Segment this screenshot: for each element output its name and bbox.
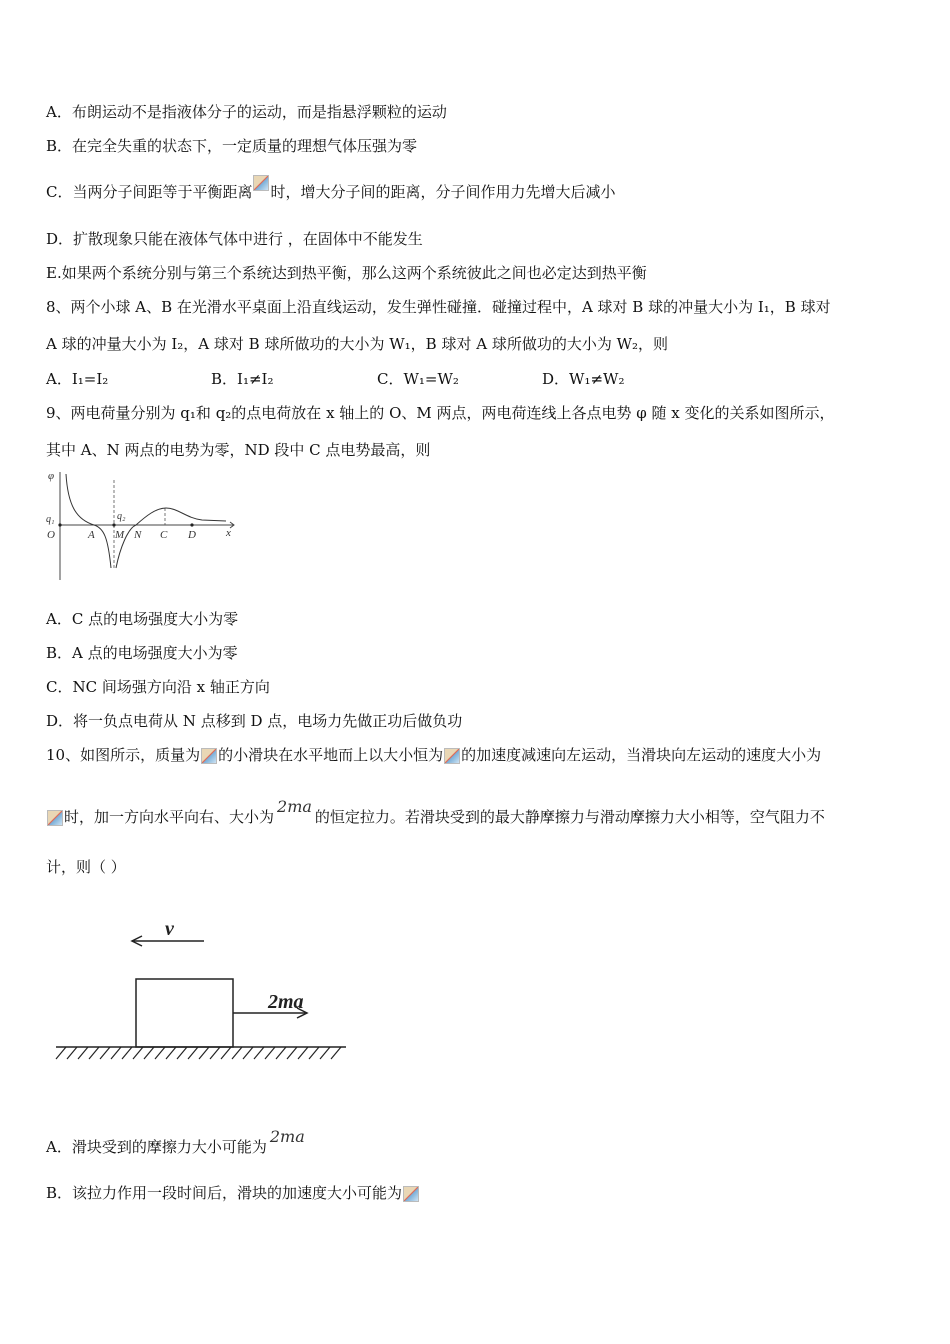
graph-point-m (112, 523, 115, 526)
q10-l2-part1: 时，加一方向水平向右、大小为 (64, 808, 275, 826)
q7-option-d: D．扩散现象只能在液体气体中进行 ，在固体中不能发生 (46, 230, 423, 248)
q10-l1-part2: 的小滑块在水平地而上以大小恒为 (218, 746, 444, 764)
formula-image-icon (444, 748, 460, 764)
q10-option-b-text: B．该拉力作用一段时间后，滑块的加速度大小可能为 (46, 1184, 403, 1202)
q10-stem-line1 (46, 745, 821, 765)
q7-option-a: A．布朗运动不是指液体分子的运动，而是指悬浮颗粒的运动 (46, 103, 447, 121)
graph-m-label: M (115, 529, 125, 541)
sliding-block (136, 979, 233, 1047)
q9-option-a: A．C 点的电场强度大小为零 (46, 610, 239, 628)
q7-option-c-text-post: 时，增大分子间的距离，分子间作用力先增大后减小 (270, 183, 616, 201)
block-diagram (50, 910, 350, 1066)
formula-image-icon (253, 175, 269, 191)
formula-image-icon (403, 1186, 419, 1202)
formula-image-icon (201, 748, 217, 764)
q7-option-e: E.如果两个系统分别与第三个系统达到热平衡，那么这两个系统彼此之间也必定达到热平衡 (46, 264, 647, 282)
q10-l2-2ma-formula: 2ma (277, 797, 312, 816)
graph-phi-label: φ (48, 470, 55, 482)
q10-l1-part3: 的加速度减速向左运动，当滑块向左运动的速度大小为 (461, 746, 822, 764)
formula-image-icon (47, 810, 63, 826)
q9-stem-line2: 其中 A、N 两点的电势为零，ND 段中 C 点电势最高，则 (46, 441, 431, 459)
graph-q2-label: q₂ (117, 511, 126, 522)
q9-option-b: B．A 点的电场强度大小为零 (46, 644, 238, 662)
velocity-label: v (165, 918, 174, 940)
potential-graph (44, 468, 244, 584)
q8-option-d: D．W₁≠W₂ (542, 370, 625, 388)
q8-stem-line2: A 球的冲量大小为 I₂，A 球对 B 球所做功的大小为 W₁，B 球对 A 球所做功的大小为 W₂，则 (46, 335, 669, 353)
q8-option-a: A．I₁=I₂ (46, 370, 109, 388)
graph-a-label: A (88, 529, 95, 541)
q10-option-b (46, 1183, 420, 1203)
graph-x-label: x (226, 527, 231, 539)
q10-option-a-2ma-formula: 2ma (269, 1127, 305, 1146)
q10-option-a (46, 1127, 308, 1157)
q7-option-b: B．在完全失重的状态下，一定质量的理想气体压强为零 (46, 137, 418, 155)
q9-option-c: C．NC 间场强方向沿 x 轴正方向 (46, 678, 270, 696)
q9-option-d: D．将一负点电荷从 N 点移到 D 点，电场力先做正功后做负功 (46, 712, 463, 730)
q8-option-b: B．I₁≠I₂ (211, 370, 274, 388)
graph-point-o (58, 523, 61, 526)
q8-option-c: C．W₁=W₂ (377, 370, 459, 388)
q10-stem-line3: 计，则（ ） (46, 858, 126, 876)
graph-q1-label: q₁ (46, 514, 55, 525)
q8-stem-line1: 8、两个小球 A、B 在光滑水平桌面上沿直线运动，发生弹性碰撞．碰撞过程中，A 球对 B 球的冲量大小为 I₁，B 球对 (46, 298, 831, 316)
ground-hatching (56, 1047, 341, 1059)
q10-l1-part1: 10、如图所示，质量为 (46, 746, 201, 764)
graph-curve-right (116, 508, 226, 568)
graph-c-label: C (160, 529, 168, 541)
graph-n-label: N (134, 529, 142, 541)
q9-stem-line1: 9、两电荷量分别为 q₁和 q₂的点电荷放在 x 轴上的 O、M 两点，两电荷连线上各点电势 φ 随 x 变化的关系如图所示， (46, 404, 835, 422)
q7-option-c (46, 182, 616, 202)
graph-curve-left (66, 474, 111, 568)
q10-stem-line2 (46, 797, 825, 827)
graph-point-d (190, 523, 193, 526)
q10-l2-part2: 的恒定拉力。若滑块受到的最大静摩擦力与滑动摩擦力大小相等，空气阻力不 (314, 808, 825, 826)
force-label: 2ma (268, 991, 304, 1013)
graph-d-label: D (188, 529, 196, 541)
q10-option-a-text: A．滑块受到的摩擦力大小可能为 (46, 1138, 267, 1156)
q7-option-c-text-pre: C．当两分子间距等于平衡距离 (46, 183, 253, 201)
graph-o-label: O (47, 529, 55, 541)
